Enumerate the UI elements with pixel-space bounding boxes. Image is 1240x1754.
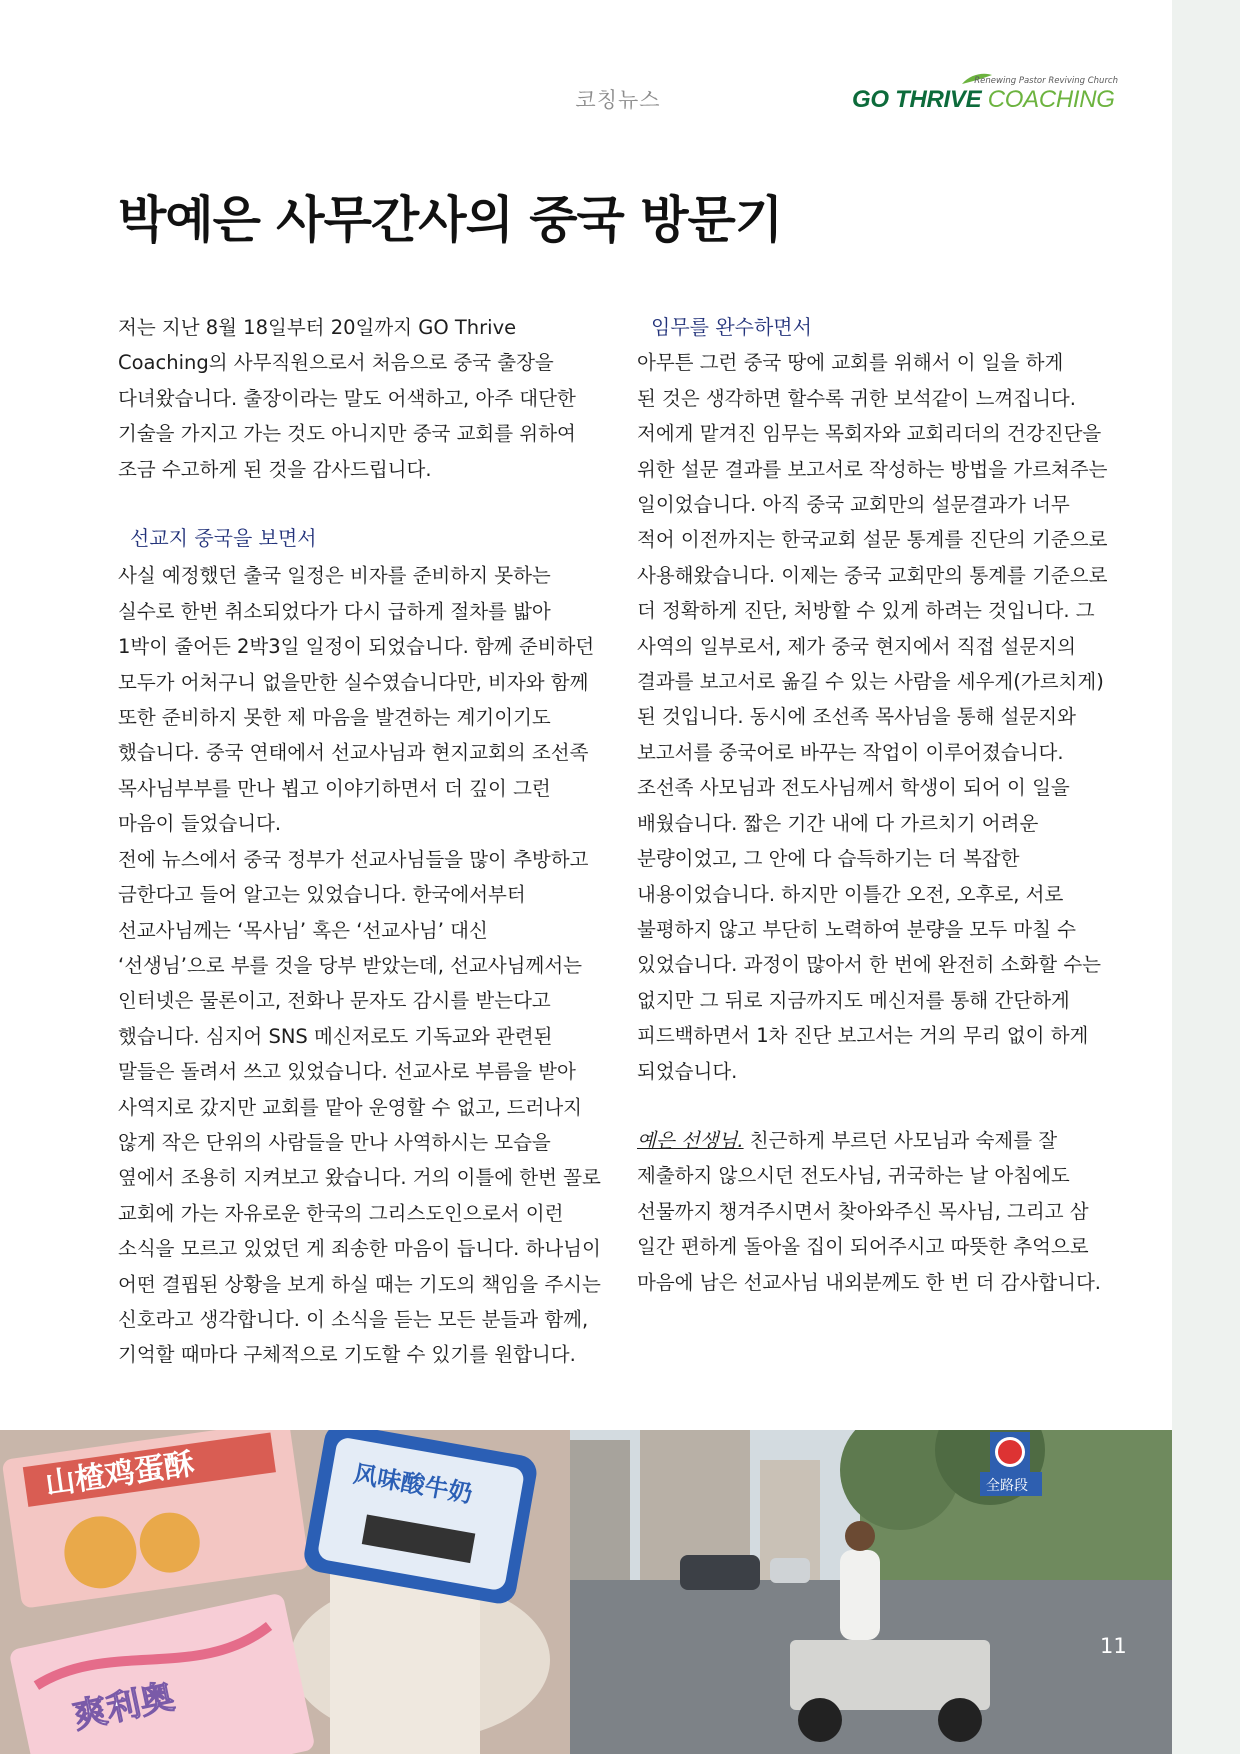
section-label: 코칭뉴스 <box>575 88 661 112</box>
snacks-illustration <box>0 1430 570 1754</box>
side-strip <box>1172 0 1240 1754</box>
street-illustration <box>570 1430 1172 1754</box>
left-column <box>118 310 608 1373</box>
body-paragraph: 아무튼 그런 중국 땅에 교회를 위해서 이 일을 하게 된 것은 생각하면 할수록 귀한 보석같이 느껴집니다. 저에게 맡겨진 임무는 목회자와 교회리더의 건강진단을 위한 설문 결과를 보고서로 작성하는 방법을 가르쳐주는 일이었습니다. 아직 중국 교회만의 설문결과가 너무 적어 이전까지는 한국교회 설문 통계를 진단의 기준으로 사용해왔습니다. 이제는 중국 교회만의 통계를 기준으로 더 정확하게 진단, 처방할 수 있게 하려는 것입니다. 그 사역의 일부로서, 제가 중국 현지에서 직접 설문지의 결과를 보고서로 옮길 수 있는 사람을 세우게(가르치게) 된 것입니다. 동시에 조선족 목사님을 통해 설문지와 보고서를 중국어로 바꾸는 작업이 이루어졌습니다. 조선족 사모님과 전도사님께서 학생이 되어 이 일을 배웠습니다. 짧은 기간 내에 다 가르치기 어려운 분량이었고, 그 안에 다 습득하기는 더 복잡한 내용이었습니다. 하지만 이틀간 오전, 오후로, 서로 불평하지 않고 부단히 노력하여 분량을 모두 마칠 수 있었습니다. 과정이 많아서 한 번에 완전히 소화할 수는 없지만 그 뒤로 지금까지도 메신저를 통해 간단하게 피드백하면서 1차 진단 보고서는 거의 무리 없이 하게 되었습니다. <box>637 351 1108 1083</box>
subhead-mission-field: 선교지 중국을 보면서 <box>130 526 317 551</box>
yogurt-cup-text: 风味酸牛奶 <box>351 1459 475 1509</box>
right-column <box>637 310 1117 1300</box>
body-paragraph-closing <box>637 1123 1117 1300</box>
logo <box>852 70 1122 120</box>
page-number: 11 <box>1100 1634 1127 1658</box>
closing-text: 친근하게 부르던 사모님과 숙제를 잘 제출하지 않으시던 전도사님, 귀국하는 날 아침에도 선물까지 챙겨주시면서 찾아와주신 목사님, 그리고 삼 일간 편하게 돌아올 집이 되어주시고 따뜻한 추억으로 마음에 남은 선교사님 내외분께도 한 번 더 감사합니다. <box>637 1128 1102 1294</box>
logo-go: GO <box>852 86 889 113</box>
candy-wrapper-text: 爽利奥 <box>69 1676 178 1738</box>
body-paragraph: 사실 예정했던 출국 일정은 비자를 준비하지 못하는 실수로 한번 취소되었다가 다시 급하게 절차를 밟아 1박이 줄어든 2박3일 일정이 되었습니다. 함께 준비하던 모두가 어처구니 없을만한 실수였습니다만, 비자와 함께 또한 준비하지 못한 제 마음을 발견하는 계기이기도 했습니다. 중국 연태에서 선교사님과 현지교회의 조선족 목사님부부를 만나 뵙고 이야기하면서 더 깊이 그런 마음이 들었습니다. <box>118 564 595 836</box>
street-sign-text: 全路段 <box>986 1478 1028 1494</box>
article-title: 박예은 사무간사의 중국 방문기 <box>118 191 783 249</box>
snack-wrapper-text: 山楂鸡蛋酥 <box>43 1446 197 1503</box>
photo-street <box>570 1430 1172 1754</box>
intro-paragraph: 저는 지난 8월 18일부터 20일까지 GO Thrive Coaching의 사무직원으로서 처음으로 중국 출장을 다녀왔습니다. 출장이라는 말도 어색하고, 아주 대단한 기술을 가지고 가는 것도 아니지만 중국 교회를 위하여 조금 수고하게 된 것을 감사드립니다. <box>118 316 576 481</box>
logo-coaching: COACHING <box>987 86 1115 113</box>
emphasis-text: 예은 선생님. <box>637 1128 744 1152</box>
photo-snacks <box>0 1430 570 1754</box>
logo-wordmark <box>852 86 1115 114</box>
logo-thrive: THRIVE <box>895 86 982 113</box>
body-paragraph: 전에 뉴스에서 중국 정부가 선교사님들을 많이 추방하고 금한다고 들어 알고는 있었습니다. 한국에서부터 선교사님께는 ‘목사님’ 혹은 ‘선교사님’ 대신 ‘선생님’으로 부를 것을 당부 받았는데, 선교사님께서는 인터넷은 물론이고, 전화나 문자도 감시를 받는다고 했습니다. 심지어 SNS 메신저로도 기독교와 관련된 말들은 돌려서 쓰고 있었습니다. 선교사로 부름을 받아 사역지로 갔지만 교회를 맡아 운영할 수 없고, 드러나지 않게 작은 단위의 사람들을 만나 사역하시는 모습을 옆에서 조용히 지켜보고 왔습니다. 거의 이틀에 한번 꼴로 교회에 가는 자유로운 한국의 그리스도인으로서 이런 소식을 모르고 있었던 게 죄송한 마음이 듭니다. 하나님이 어떤 결핍된 상황을 보게 하실 때는 기도의 책임을 주시는 신호라고 생각합니다. 이 소식을 듣는 모든 분들과 함께, 기억할 때마다 구체적으로 기도할 수 있기를 원합니다. <box>118 847 601 1367</box>
subhead-mission-complete: 임무를 완수하면서 <box>651 315 812 339</box>
logo-tagline: Renewing Pastor Reviving Church <box>974 76 1118 86</box>
